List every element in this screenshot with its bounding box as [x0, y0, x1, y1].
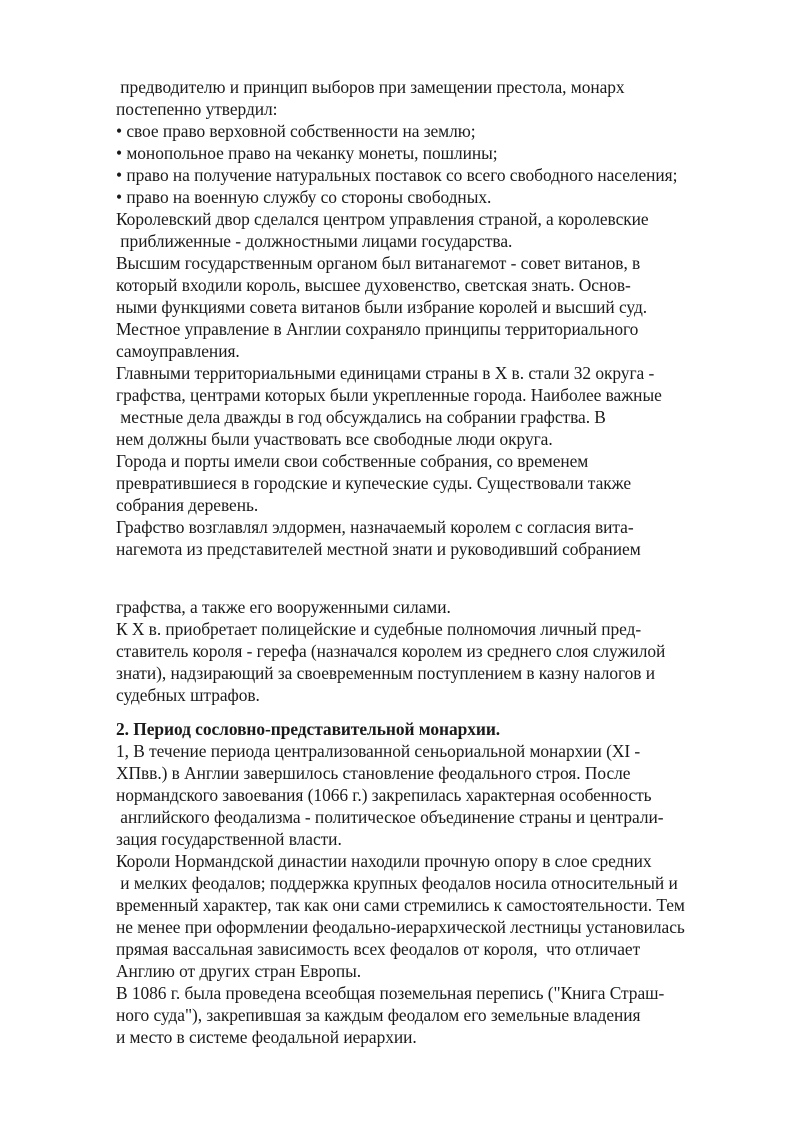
text-line: XПвв.) в Англии завершилось становление феодального строя. После	[116, 763, 631, 783]
text-line: приближенные - должностными лицами государства.	[116, 231, 513, 251]
text-line: графства, а также его вооруженными силами.	[116, 597, 451, 617]
text-line: К X в. приобретает полицейские и судебные полномочия личный пред-	[116, 619, 642, 639]
text-line: зация государственной власти.	[116, 829, 342, 849]
text-line: Англию от других стран Европы.	[116, 961, 362, 981]
text-line: постепенно утвердил:	[116, 99, 278, 119]
text-line: Графство возглавлял элдормен, назначаемый королем с согласия вита-	[116, 517, 634, 537]
text-line: нормандского завоевания (1066 г.) закрепилась характерная особенность	[116, 785, 652, 805]
text-line: Королевский двор сделался центром управления страной, а королевские	[116, 209, 649, 229]
section-heading: 2. Период сословно-представительной монархии.	[116, 719, 501, 739]
text-line: не менее при оформлении феодально-иерархической лестницы установилась	[116, 917, 685, 937]
text-line: превратившиеся в городские и купеческие суды. Существовали также	[116, 473, 632, 493]
text-line: нагемота из представителей местной знати и руководивший собранием	[116, 539, 641, 559]
text-line: В 1086 г. была проведена всеобщая поземельная перепись ("Книга Страш-	[116, 983, 665, 1003]
text-line: 1, В течение периода централизованной сеньориальной монархии (XI -	[116, 741, 641, 761]
bullet-item: • право на получение натуральных поставок со всего свободного населения;	[116, 165, 678, 185]
text-line: и мелких феодалов; поддержка крупных феодалов носила относительный и	[116, 873, 678, 893]
text-line: Города и порты имели свои собственные собрания, со временем	[116, 451, 589, 471]
text-line: нем должны были участвовать все свободные люди округа.	[116, 429, 553, 449]
text-line: собрания деревень.	[116, 495, 259, 515]
text-line: Главными территориальными единицами страны в X в. стали 32 округа -	[116, 363, 655, 383]
bullet-item: • монопольное право на чеканку монеты, пошлины;	[116, 143, 498, 163]
text-line: и место в системе феодальной иерархии.	[116, 1027, 417, 1047]
text-line: ставитель короля - герефа (назначался королем из среднего слоя служилой	[116, 641, 666, 661]
text-line: знати), надзирающий за своевременным поступлением в казну налогов и	[116, 663, 655, 683]
text-line: Короли Нормандской династии находили прочную опору в слое средних	[116, 851, 652, 871]
text-line: местные дела дважды в год обсуждались на собрании графства. В	[116, 407, 606, 427]
text-line: графства, центрами которых были укрепленные города. Наиболее важные	[116, 385, 662, 405]
text-line: Высшим государственным органом был витанагемот - совет витанов, в	[116, 253, 641, 273]
bullet-item: • свое право верховной собственности на землю;	[116, 121, 476, 141]
text-line: самоуправления.	[116, 341, 240, 361]
text-line: ного суда"), закрепившая за каждым феодалом его земельные владения	[116, 1005, 641, 1025]
text-line: английского феодализма - политическое объединение страны и централи-	[116, 807, 664, 827]
text-line: предводителю и принцип выборов при замещении престола, монарх	[116, 77, 625, 97]
text-line: ными функциями совета витанов были избрание королей и высший суд.	[116, 297, 648, 317]
text-line: прямая вассальная зависимость всех феодалов от короля, что отличает	[116, 939, 641, 959]
text-line: судебных штрафов.	[116, 685, 260, 705]
text-line: который входили король, высшее духовенство, светская знать. Основ-	[116, 275, 631, 295]
bullet-item: • право на военную службу со стороны свободных.	[116, 187, 492, 207]
text-line: Местное управление в Англии сохраняло принципы территориального	[116, 319, 639, 339]
text-line: временный характер, так как они сами стремились к самостоятельности. Тем	[116, 895, 685, 915]
